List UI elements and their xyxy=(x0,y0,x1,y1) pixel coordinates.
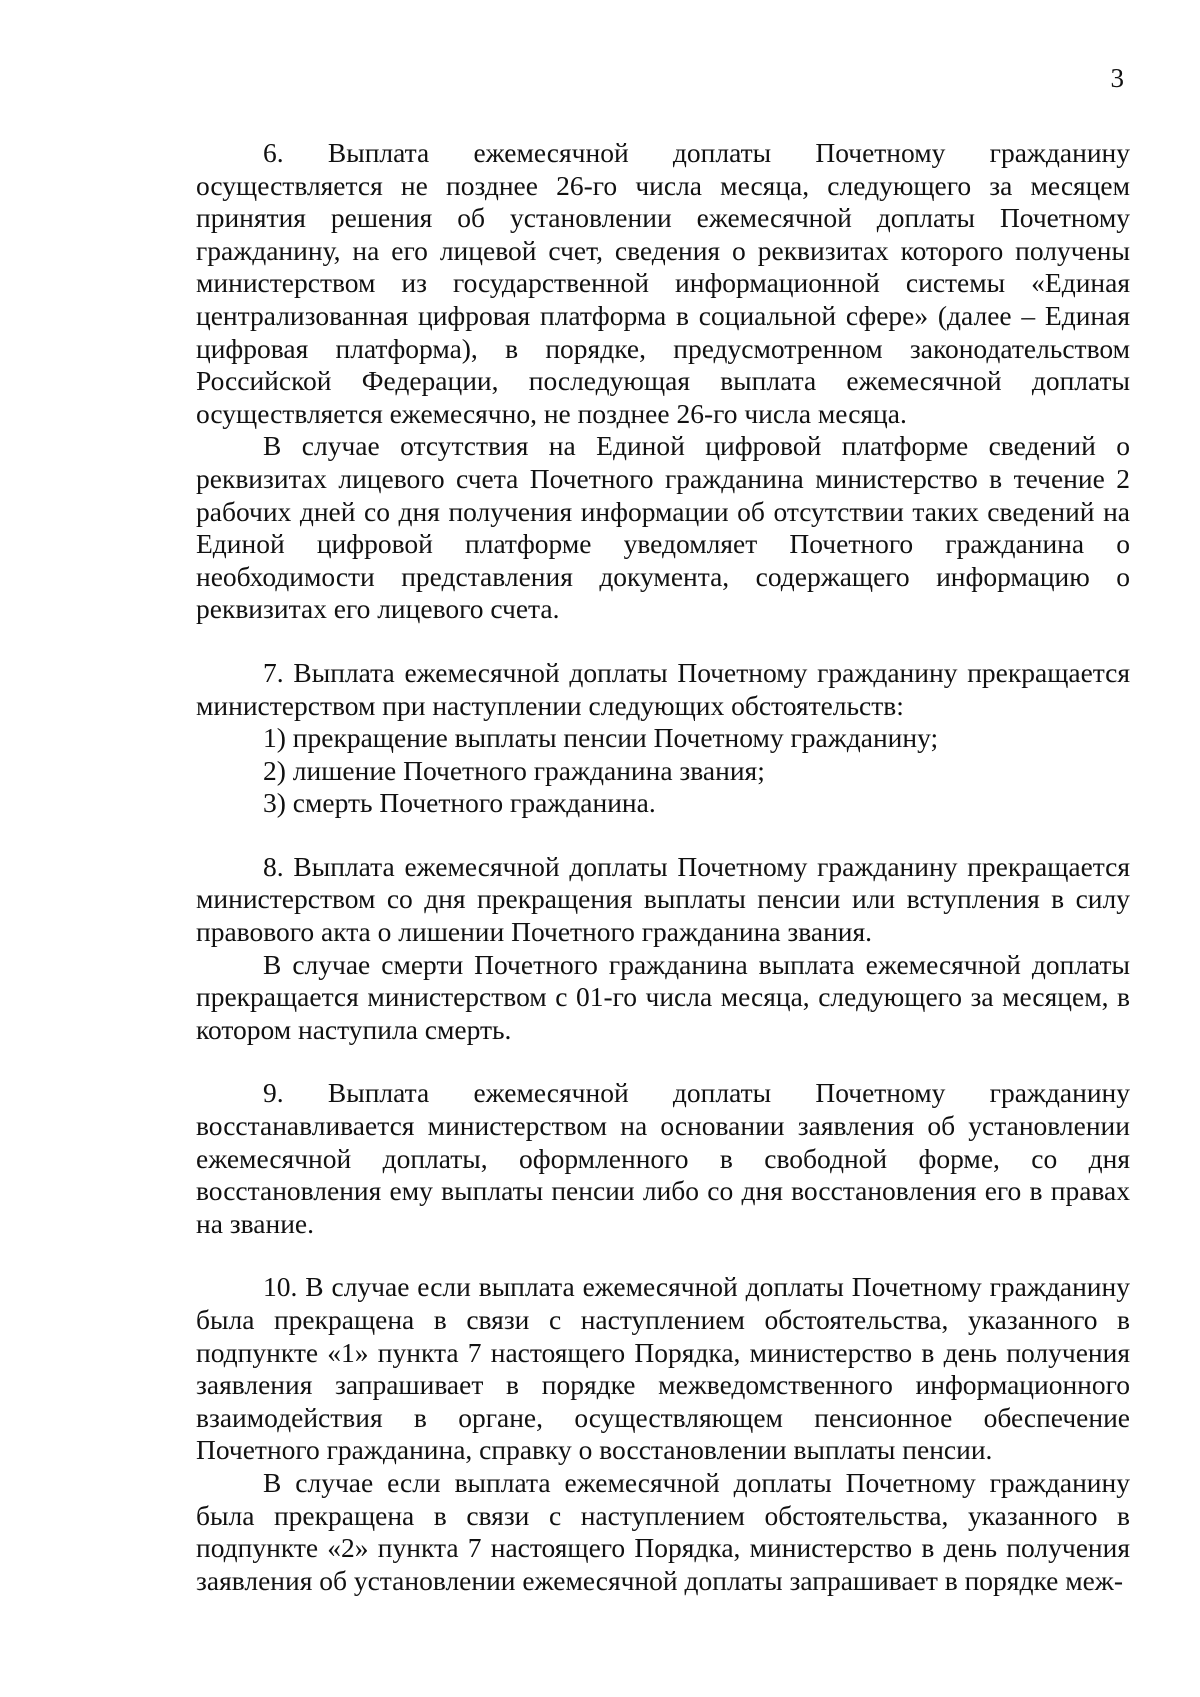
paragraph-7-item-1: 1) прекращение выплаты пенсии Почетному гражданину; xyxy=(263,722,939,754)
page-number: 3 xyxy=(1110,63,1124,93)
paragraph-10: 10. В случае если выплата ежемесячной доплаты Почетному гражданину была прекращена в связи с наступлением обстоятельства, указанного в подпункте «1» пункта 7 настоящего Порядка, министерство в день получения заявления запрашивает в порядке межведомственного информационного взаимодействия в органе, осуществляющем пенсионное обеспечение Почетного гражданина, справку о восстановлении выплаты пенсии. xyxy=(196,1271,1130,1466)
paragraph-6: 6. Выплата ежемесячной доплаты Почетному гражданину осуществляется не позднее 26-го числа месяца, следующего за месяцем принятия решения об установлении ежемесячной доплаты Почетному гражданину, на его лицевой счет, сведения о реквизитах которого получены министерством из государственной информационной системы «Единая централизованная цифровая платформа в социальной сфере» (далее – Единая цифровая платформа), в порядке, предусмотренном законодательством Российской Федерации, последующая выплата ежемесячной доплаты осуществляется ежемесячно, не позднее 26-го числа месяца. xyxy=(196,137,1130,429)
paragraph-6-continuation: В случае отсутствия на Единой цифровой платформе сведений о реквизитах лицевого счета Почетного гражданина министерство в течение 2 рабочих дней со дня получения информации об отсутствии таких сведений на Единой цифровой платформе уведомляет Почетного гражданина о необходимости представления документа, содержащего информацию о реквизитах его лицевого счета. xyxy=(196,430,1130,625)
paragraph-9: 9. Выплата ежемесячной доплаты Почетному гражданину восстанавливается министерством на основании заявления об установлении ежемесячной доплаты, оформленного в свободной форме, со дня восстановления ему выплаты пенсии либо со дня восстановления его в правах на звание. xyxy=(196,1077,1130,1239)
paragraph-7-item-2: 2) лишение Почетного гражданина звания; xyxy=(263,754,765,786)
paragraph-8: 8. Выплата ежемесячной доплаты Почетному гражданину прекращается министерством со дня прекращения выплаты пенсии или вступления в силу правового акта о лишении Почетного гражданина звания. xyxy=(196,850,1130,948)
paragraph-7: 7. Выплата ежемесячной доплаты Почетному гражданину прекращается министерством при наступлении следующих обстоятельств: xyxy=(196,656,1130,721)
document-body xyxy=(196,137,1130,1597)
paragraph-8-continuation: В случае смерти Почетного гражданина выплата ежемесячной доплаты прекращается министерством с 01-го числа месяца, следующего за месяцем, в котором наступила смерть. xyxy=(196,948,1130,1045)
paragraph-7-item-3: 3) смерть Почетного гражданина. xyxy=(263,787,656,819)
paragraph-10-continuation: В случае если выплата ежемесячной доплаты Почетному гражданину была прекращена в связи с наступлением обстоятельства, указанного в подпункте «2» пункта 7 настоящего Порядка, министерство в день получения заявления об установлении ежемесячной доплаты запрашивает в порядке меж- xyxy=(196,1466,1130,1596)
